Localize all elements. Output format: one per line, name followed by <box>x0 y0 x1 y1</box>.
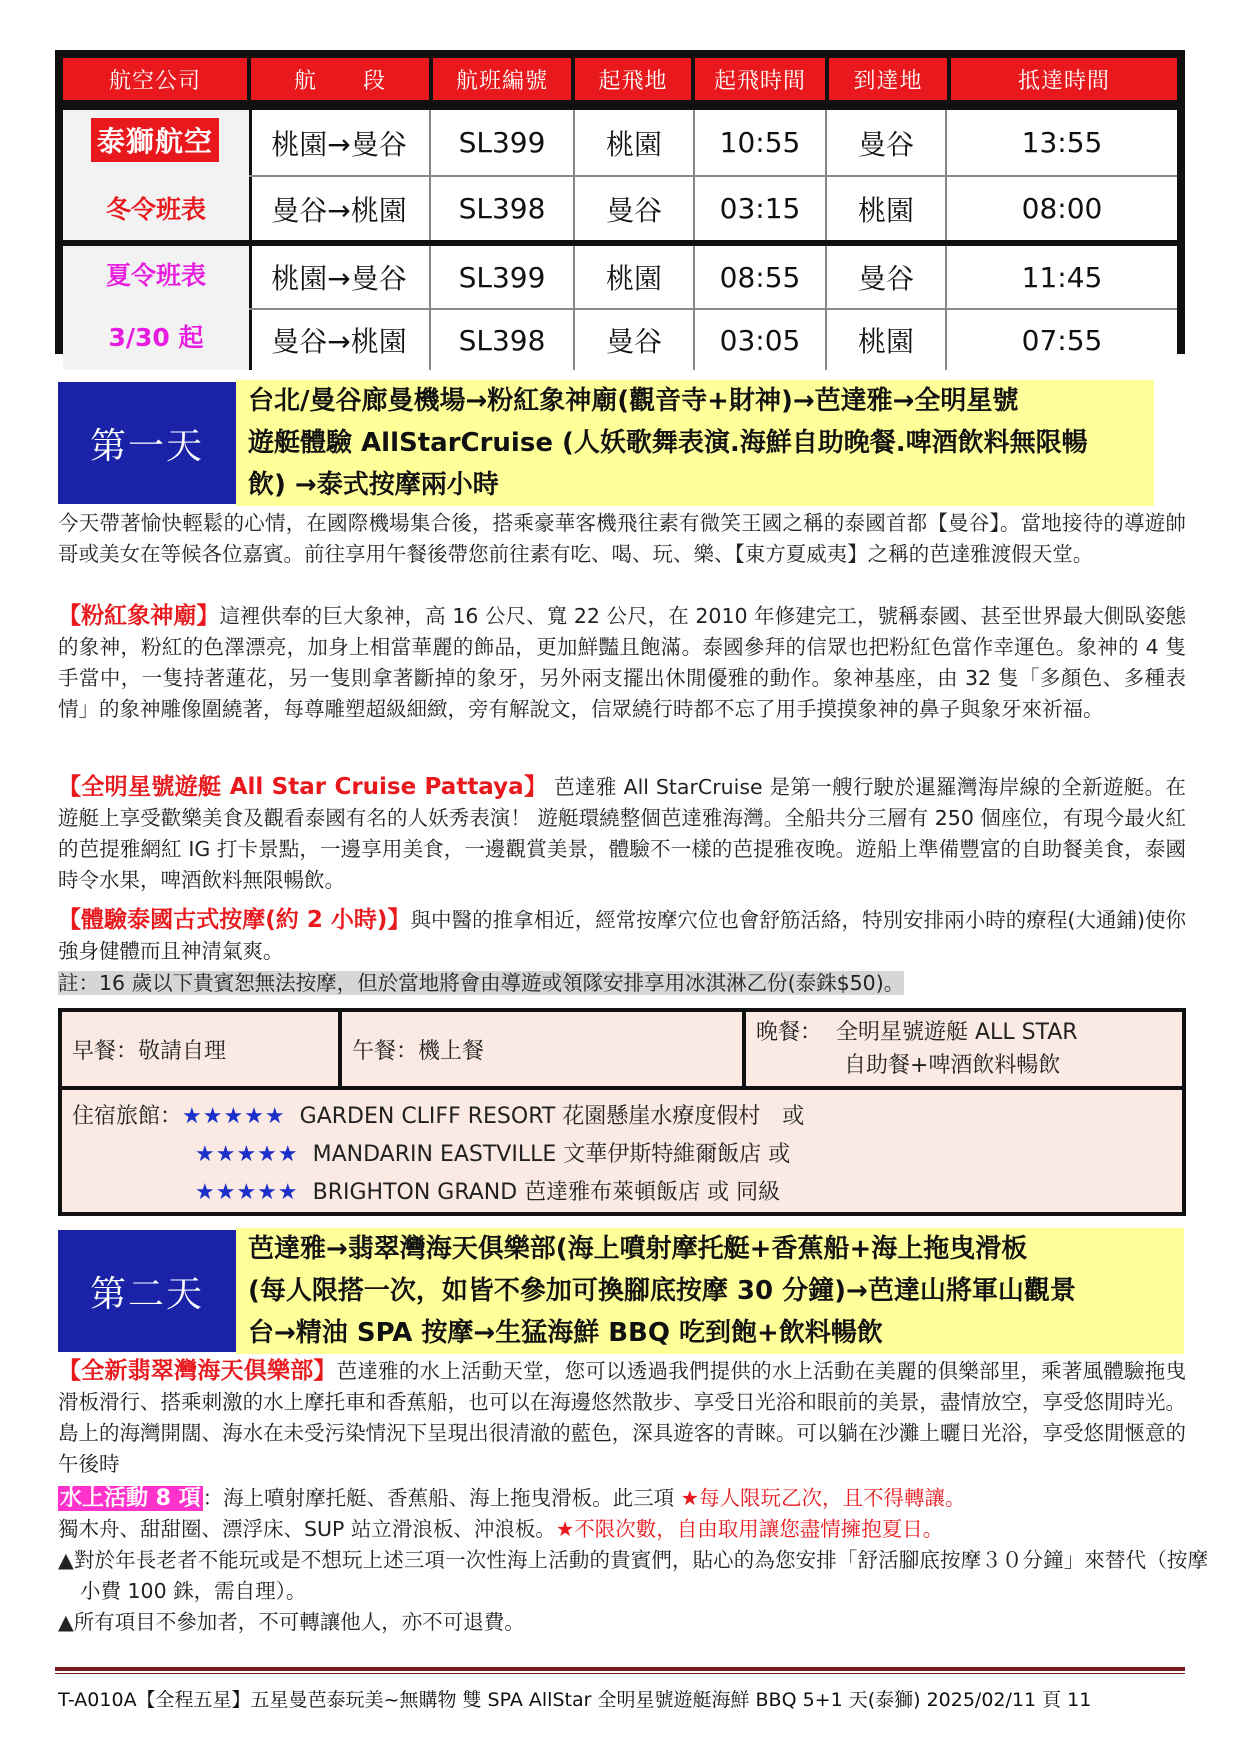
header-arr-time: 抵達時間 <box>951 58 1177 100</box>
winter-schedule <box>63 110 1177 240</box>
arr-time-cell: 08:00 <box>945 177 1177 240</box>
route-cell: 桃園→曼谷 <box>271 127 407 161</box>
bullet-2: ▲所有項目不參加者，不可轉讓他人，亦不可退費。 <box>58 1610 525 1634</box>
flight-cell: SL398 <box>429 177 573 240</box>
water-activities <box>58 1483 1186 1545</box>
header-airline: 航空公司 <box>63 58 247 100</box>
dep-time-cell: 03:15 <box>693 177 825 240</box>
day2-tag: 第二天 <box>58 1230 236 1352</box>
temple-paragraph <box>58 601 1186 725</box>
from-cell: 桃園 <box>573 110 693 175</box>
day1-tag: 第一天 <box>58 382 236 504</box>
route-cell: 桃園→曼谷 <box>271 262 407 295</box>
flight-cell: SL398 <box>429 310 573 370</box>
day1-intro: 今天帶著愉快輕鬆的心情，在國際機場集合後，搭乘豪華客機飛往素有微笑王國之稱的泰國首都【曼谷】。當地接待的導遊帥哥或美女在等候各位嘉賓。前往享用午餐後帶您前往素有吃、喝、玩、樂、【東方夏威夷】之稱的芭達雅渡假天堂。 <box>58 511 1186 566</box>
temple-text: 這裡供奉的巨大象神，高 16 公尺、寬 22 公尺，在 2010 年修建完工，號稱泰國、甚至世界最大側臥姿態的象神，粉紅的色澤漂亮，加身上相當華麗的飾品，更加鮮豔且飽滿。泰國參拜的信眾也把粉紅色當作幸運色。象神的 4 隻手當中，一隻持著蓮花，另一隻則拿著斷掉的象牙，另外兩支擺出休閒優雅的動作。象神基座，由 32 隻「多顏色、多種表情」的象神雕像圍繞著，每尊雕塑超級細緻，旁有解說文，信眾繞行時都不忘了用手摸摸象神的鼻子與象牙來祈福。 <box>58 604 1187 721</box>
meals-hotel-box <box>58 1008 1186 1216</box>
dinner-line2: 自助餐+啤酒飲料暢飲 <box>844 1053 1061 1078</box>
to-cell: 曼谷 <box>825 246 945 308</box>
massage-paragraph <box>58 905 1186 967</box>
page-footer: T-A010A【全程五星】五星曼芭泰玩美~無購物 雙 SPA AllStar 全明星號遊艇海鮮 BBQ 5+1 天(泰獅) 2025/02/11 頁 11 <box>58 1689 1092 1711</box>
to-cell: 桃園 <box>825 310 945 370</box>
dep-time-cell: 08:55 <box>693 246 825 308</box>
header-departure: 起飛地 <box>575 58 691 100</box>
from-cell: 桃園 <box>573 246 693 308</box>
dep-time-cell: 03:05 <box>693 310 825 370</box>
water-note-1: ★每人限玩乙次，且不得轉讓。 <box>680 1486 966 1510</box>
header-route: 航 段 <box>251 58 429 100</box>
breakfast: 早餐：敬請自理 <box>62 1012 338 1086</box>
water-text-1: ：海上噴射摩托艇、香蕉船、海上拖曳滑板。此三項 <box>202 1486 681 1510</box>
dinner <box>746 1012 1182 1086</box>
hotel-label: 住宿旅館： <box>72 1104 183 1129</box>
route-cell: 曼谷→桃園 <box>271 193 407 227</box>
flight-schedule-table <box>55 50 1185 358</box>
hotel-info <box>62 1090 1182 1212</box>
day2-title-line: 台→精油 SPA 按摩→生猛海鮮 BBQ 吃到飽+飲料暢飲 <box>248 1318 883 1348</box>
footer-divider-thin <box>55 1673 1185 1674</box>
water-text-2: 獨木舟、甜甜圈、漂浮床、SUP 站立滑浪板、沖浪板。 <box>58 1517 556 1541</box>
club-paragraph <box>58 1356 1186 1480</box>
summer-start: 3/30 起 <box>108 323 204 352</box>
water-activities-label: 水上活動 8 項 <box>60 1486 201 1511</box>
hotel-3: BRIGHTON GRAND 芭達雅布萊頓飯店 或 同級 <box>312 1180 781 1205</box>
dep-time-cell: 10:55 <box>693 110 825 175</box>
hotel-2: MANDARIN EASTVILLE 文華伊斯特維爾飯店 或 <box>312 1142 791 1167</box>
from-cell: 曼谷 <box>573 177 693 240</box>
route-cell: 曼谷→桃園 <box>271 325 407 358</box>
arr-time-cell: 11:45 <box>945 246 1177 308</box>
to-cell: 曼谷 <box>825 110 945 175</box>
day1-title-line: 遊艇體驗 AllStarCruise (人妖歌舞表演.海鮮自助晚餐.啤酒飲料無限暢 <box>248 428 1088 458</box>
cruise-title: 【全明星號遊艇 All Star Cruise Pattaya】 <box>58 774 548 800</box>
footer-divider <box>55 1667 1185 1671</box>
table-row <box>249 246 1177 310</box>
massage-note-wrap <box>58 968 904 999</box>
cruise-paragraph <box>58 772 1186 896</box>
table-header <box>63 58 1177 100</box>
airline-logo: 泰獅航空 <box>91 118 219 162</box>
water-note-2: ★不限次數，自由取用讓您盡情擁抱夏日。 <box>555 1517 944 1541</box>
dinner-label: 晚餐： <box>756 1020 823 1045</box>
day1-title-line: 飲) →泰式按摩兩小時 <box>248 470 499 500</box>
bullet-1: ▲對於年長老者不能玩或是不想玩上述三項一次性海上活動的貴賓們，貼心的為您安排「舒活腳底按摩３０分鐘」來替代（按摩小費 100 銖，需自理）。 <box>58 1548 1208 1603</box>
day1-title-line: 台北/曼谷廊曼機場→粉紅象神廟(觀音寺+財神)→芭達雅→全明星號 <box>248 386 1019 416</box>
arr-time-cell: 13:55 <box>945 110 1177 175</box>
temple-title: 【粉紅象神廟】 <box>58 603 220 629</box>
header-arrival: 到達地 <box>829 58 947 100</box>
from-cell: 曼谷 <box>573 310 693 370</box>
massage-note: 註：16 歲以下貴賓恕無法按摩，但於當地將會由導遊或領隊安排享用冰淇淋乙份(泰銖$50)。 <box>58 971 905 995</box>
star-rating-icon: ★★★★★ <box>195 1180 299 1205</box>
star-rating-icon: ★★★★★ <box>195 1142 299 1167</box>
to-cell: 桃園 <box>825 177 945 240</box>
header-dep-time: 起飛時間 <box>695 58 825 100</box>
massage-text: 與中醫的推拿相近，經常按摩穴位也會舒筋活絡，特別安排兩小時的療程(大通鋪)使你強身健體而且神清氣爽。 <box>58 908 1186 963</box>
hotel-1: GARDEN CLIFF RESORT 花園懸崖水療度假村 或 <box>299 1104 805 1129</box>
club-text: 芭達雅的水上活動天堂，您可以透過我們提供的水上活動在美麗的俱樂部里，乘著風體驗拖曳滑板滑行、搭乘刺激的水上摩托車和香蕉船，也可以在海邊悠然散步、享受日光浴和眼前的美景，盡情放空，享受悠閒時光。島上的海灣開闊、海水在未受污染情況下呈現出很清澈的藍色，深具遊客的青睞。可以躺在沙灘上曬日光浴，享受悠閒愜意的午後時 <box>58 1359 1186 1476</box>
summer-label: 夏令班表 <box>105 261 206 290</box>
day1-title <box>236 380 1154 506</box>
club-title: 【全新翡翠灣海天俱樂部】 <box>58 1358 337 1384</box>
table-row <box>249 310 1177 370</box>
massage-title: 【體驗泰國古式按摩(約 2 小時)】 <box>58 907 411 933</box>
day2-title-line: 芭達雅→翡翠灣海天俱樂部(海上噴射摩托艇+香蕉船+海上拖曳滑板 <box>248 1234 1028 1264</box>
star-rating-icon: ★★★★★ <box>182 1104 286 1129</box>
day2-title <box>236 1228 1184 1354</box>
arr-time-cell: 07:55 <box>945 310 1177 370</box>
winter-label: 冬令班表 <box>105 195 206 224</box>
flight-cell: SL399 <box>429 246 573 308</box>
day2-title-line: (每人限搭一次，如皆不參加可換腳底按摩 30 分鐘)→芭達山將軍山觀景 <box>248 1276 1076 1306</box>
cruise-text: 芭達雅 All StarCruise 是第一艘行駛於暹羅灣海岸線的全新遊艇。在遊艇上享受歡樂美食及觀看泰國有名的人妖秀表演！ 遊艇環繞整個芭達雅海灣。全船共分三層有 250 個座位，有現今最火紅的芭提雅網紅 IG 打卡景點，一邊享用美食，一邊觀賞美景，體驗不一樣的芭提雅夜晚。遊船上準備豐富的自助餐美食，泰國時令水果，啤酒飲料無限暢飲。 <box>58 775 1186 892</box>
lunch: 午餐：機上餐 <box>342 1012 742 1086</box>
header-flight-no: 航班編號 <box>433 58 571 100</box>
flight-cell: SL399 <box>429 110 573 175</box>
table-row <box>249 110 1177 177</box>
table-row <box>249 177 1177 240</box>
summer-schedule <box>63 246 1177 370</box>
dinner-line1: 全明星號遊艇 ALL STAR <box>836 1020 1078 1045</box>
